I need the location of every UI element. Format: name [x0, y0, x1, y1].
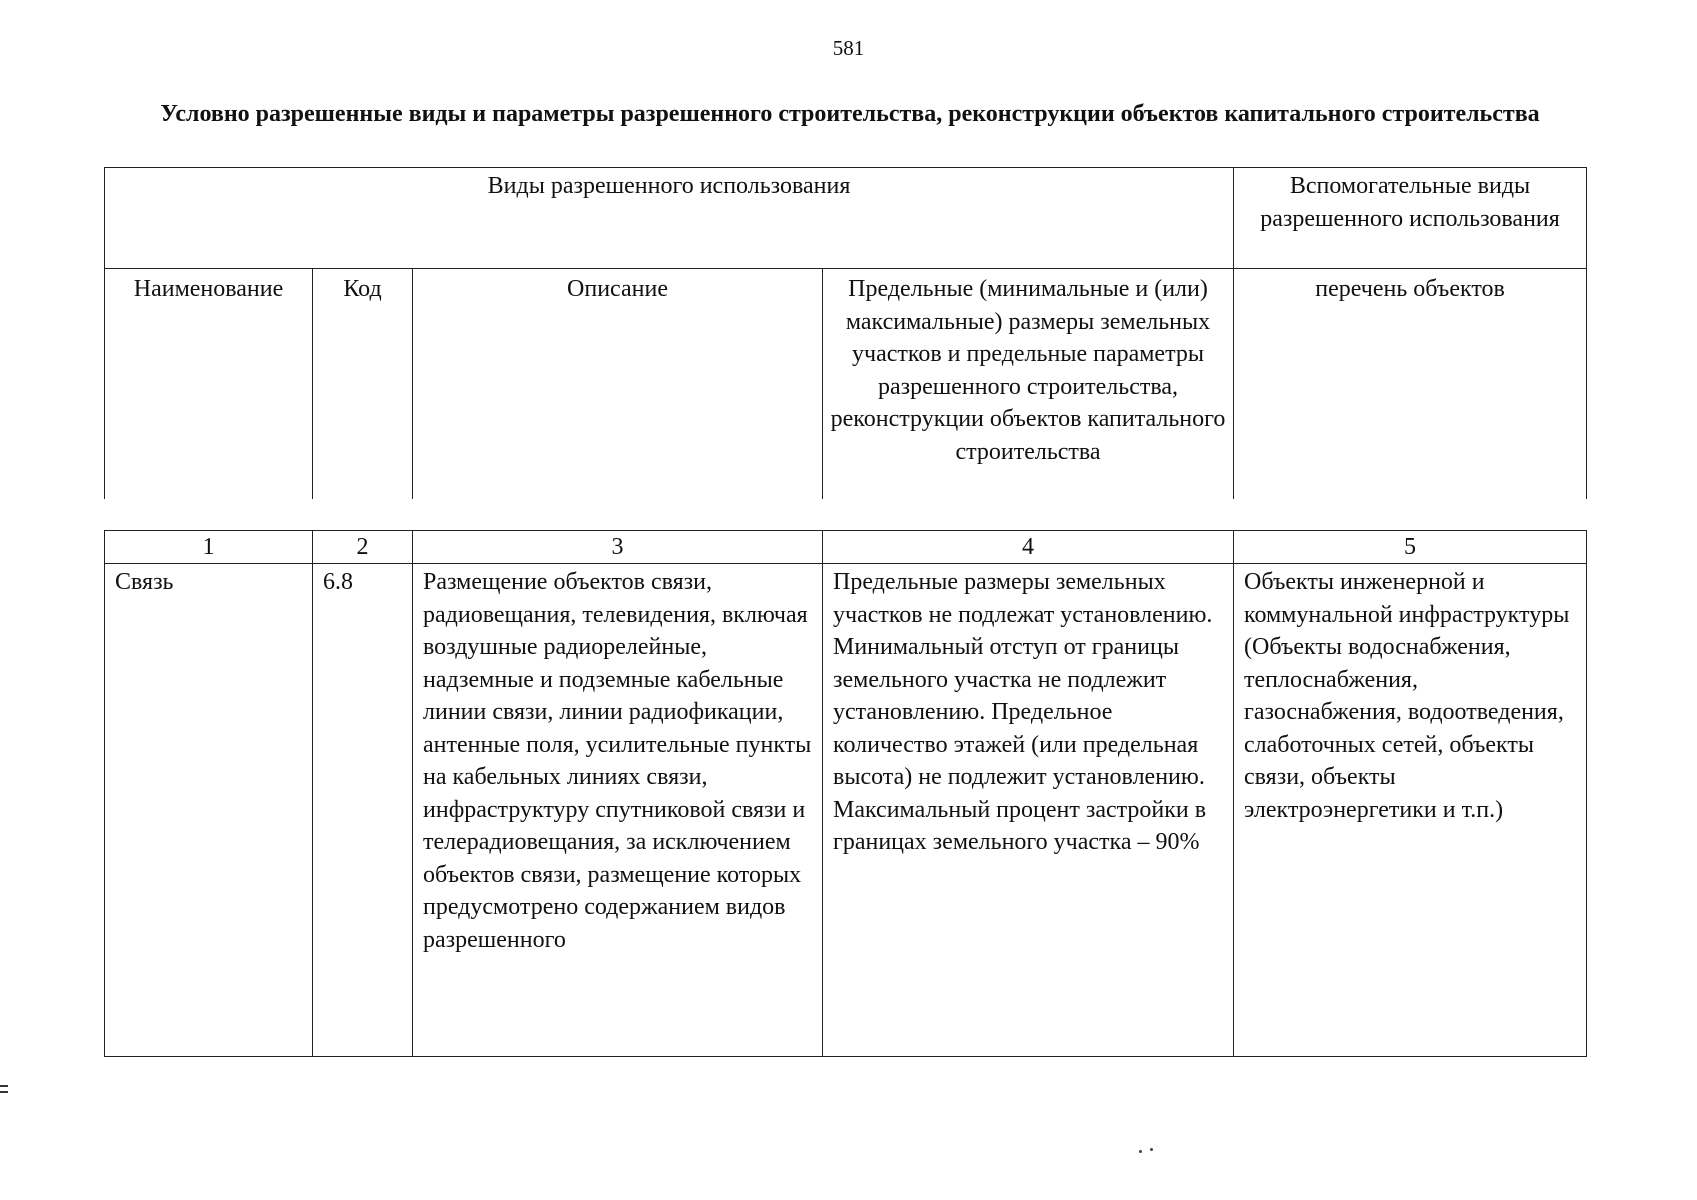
header-object-list: перечень объектов	[1234, 269, 1587, 500]
header-group-auxiliary-uses: Вспомогательные виды разрешенного использования	[1234, 168, 1587, 269]
cell-description: Размещение объектов связи, радиовещания, телевидения, включая воздушные радиорелейные, надземные и подземные кабельные линии связи, линии радиофикации, антенные поля, усилительные пункты на кабельных линиях связи, инфраструктуру спутниковой связи и телерадиовещания, за исключением объектов связи, размещение которых предусмотрено содержанием видов разрешенного	[413, 564, 823, 1057]
cell-code: 6.8	[313, 564, 413, 1057]
column-number: 2	[313, 531, 413, 564]
cell-name: Связь	[105, 564, 313, 1057]
column-number-row	[105, 531, 1587, 564]
data-table	[104, 530, 1587, 1057]
scan-artifact	[1150, 1148, 1153, 1151]
header-description: Описание	[413, 269, 823, 500]
cell-auxiliary: Объекты инженерной и коммунальной инфраструктуры (Объекты водоснабжения, теплоснабжения, газоснабжения, водоотведения, слаботочных сетей, объекты связи, объекты электроэнергетики и т.п.)	[1234, 564, 1587, 1057]
scan-artifact	[1139, 1150, 1142, 1153]
column-number: 3	[413, 531, 823, 564]
page-number: 581	[832, 36, 865, 60]
table-row	[105, 564, 1587, 1057]
column-number: 4	[823, 531, 1234, 564]
header-name: Наименование	[105, 269, 313, 500]
header-table	[104, 167, 1587, 499]
cell-parameters: Предельные размеры земельных участков не подлежат установлению. Минимальный отступ от границы земельного участка не подлежит установлению. Предельное количество этажей (или предельная высота) не подлежит установлению. Максимальный процент застройки в границах земельного участка – 90%	[823, 564, 1234, 1057]
column-number: 1	[105, 531, 313, 564]
header-group-permitted-uses: Виды разрешенного использования	[105, 168, 1234, 269]
header-code: Код	[313, 269, 413, 500]
column-number: 5	[1234, 531, 1587, 564]
document-title: Условно разрешенные виды и параметры разрешенного строительства, реконструкции объектов капитального строительства	[160, 101, 1540, 127]
scan-artifact	[0, 1085, 8, 1087]
header-parameters: Предельные (минимальные и (или) максимальные) размеры земельных участков и предельные параметры разрешенного строительства, реконструкции объектов капитального строительства	[823, 269, 1234, 500]
